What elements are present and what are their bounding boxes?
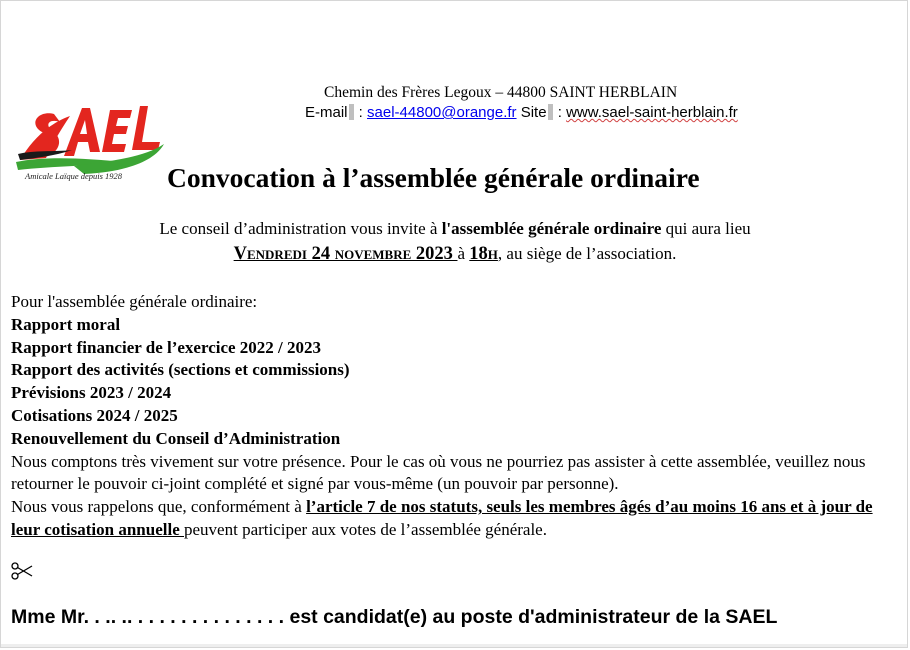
invitation-line-1 xyxy=(0,219,910,239)
agenda-item: Rapport financier de l’exercice 2022 / 2023 xyxy=(11,337,322,357)
statutes-reminder xyxy=(11,496,901,542)
field-marker xyxy=(349,104,354,120)
header-contact xyxy=(305,104,738,121)
agenda-item: Rapport moral xyxy=(11,314,121,334)
assembly-name: l'assemblée générale ordinaire xyxy=(441,219,662,238)
document-title: Convocation à l’assemblée générale ordinaire xyxy=(167,162,700,193)
logo-red-l xyxy=(132,106,160,150)
agenda-item: Cotisations 2024 / 2025 xyxy=(11,405,178,425)
document-body xyxy=(11,291,901,542)
logo-red-a xyxy=(64,108,100,156)
reminder-text-end: peuvent participer aux votes de l’assemblée générale. xyxy=(184,519,547,539)
site-separator: : xyxy=(553,104,567,121)
invitation-text: Le conseil d’administration vous invite à xyxy=(159,219,442,238)
date-separator: à xyxy=(457,244,470,263)
meeting-hour: 18h xyxy=(469,244,498,264)
reminder-text: Nous vous rappelons que, conformément à xyxy=(11,497,307,517)
agenda-intro: Pour l'assemblée générale ordinaire: xyxy=(11,292,258,311)
invitation-line-2 xyxy=(0,244,910,265)
scissors-icon xyxy=(11,561,33,581)
invitation-text-end: qui aura lieu xyxy=(661,219,751,238)
agenda-item: Renouvellement du Conseil d’Administration xyxy=(11,428,341,448)
logo-red-e xyxy=(102,110,132,152)
email-link[interactable]: sael-44800@orange.fr xyxy=(367,104,517,121)
statute-article: l’article 7 de nos statuts, seuls les membres âgés d’au moins 16 ans et à jour de leur cotisation annuelle xyxy=(11,497,873,539)
logo-tagline: Amicale Laïque depuis 1928 xyxy=(25,171,123,181)
header-address: Chemin des Frères Legoux – 44800 SAINT HERBLAIN xyxy=(324,84,678,101)
agenda-item: Rapport des activités (sections et commissions) xyxy=(11,360,350,380)
meeting-location: , au siège de l’association. xyxy=(497,244,677,263)
field-marker xyxy=(548,104,553,120)
email-separator: : xyxy=(354,104,368,121)
presence-paragraph: Nous comptons très vivement sur votre présence. Pour le cas où vous ne pourriez pas assister à cette assemblée, veuillez nous retourner le pouvoir ci-joint complété et signé par vous-même (un pouvoir par personne). xyxy=(11,451,866,494)
candidate-line: Mme Mr. . .. .. . . . . . . . . . . . . . . est candidat(e) au poste d'administrateur de la SAEL xyxy=(11,606,778,628)
site-label: Site xyxy=(516,104,547,121)
site-url: www.sael-saint-herblain.fr xyxy=(566,104,738,121)
email-label: E-mail xyxy=(305,104,348,121)
page-bottom-shadow xyxy=(1,644,907,647)
agenda-item: Prévisions 2023 / 2024 xyxy=(11,383,172,403)
meeting-date: Vendredi 24 novembre 2023 xyxy=(233,244,458,264)
